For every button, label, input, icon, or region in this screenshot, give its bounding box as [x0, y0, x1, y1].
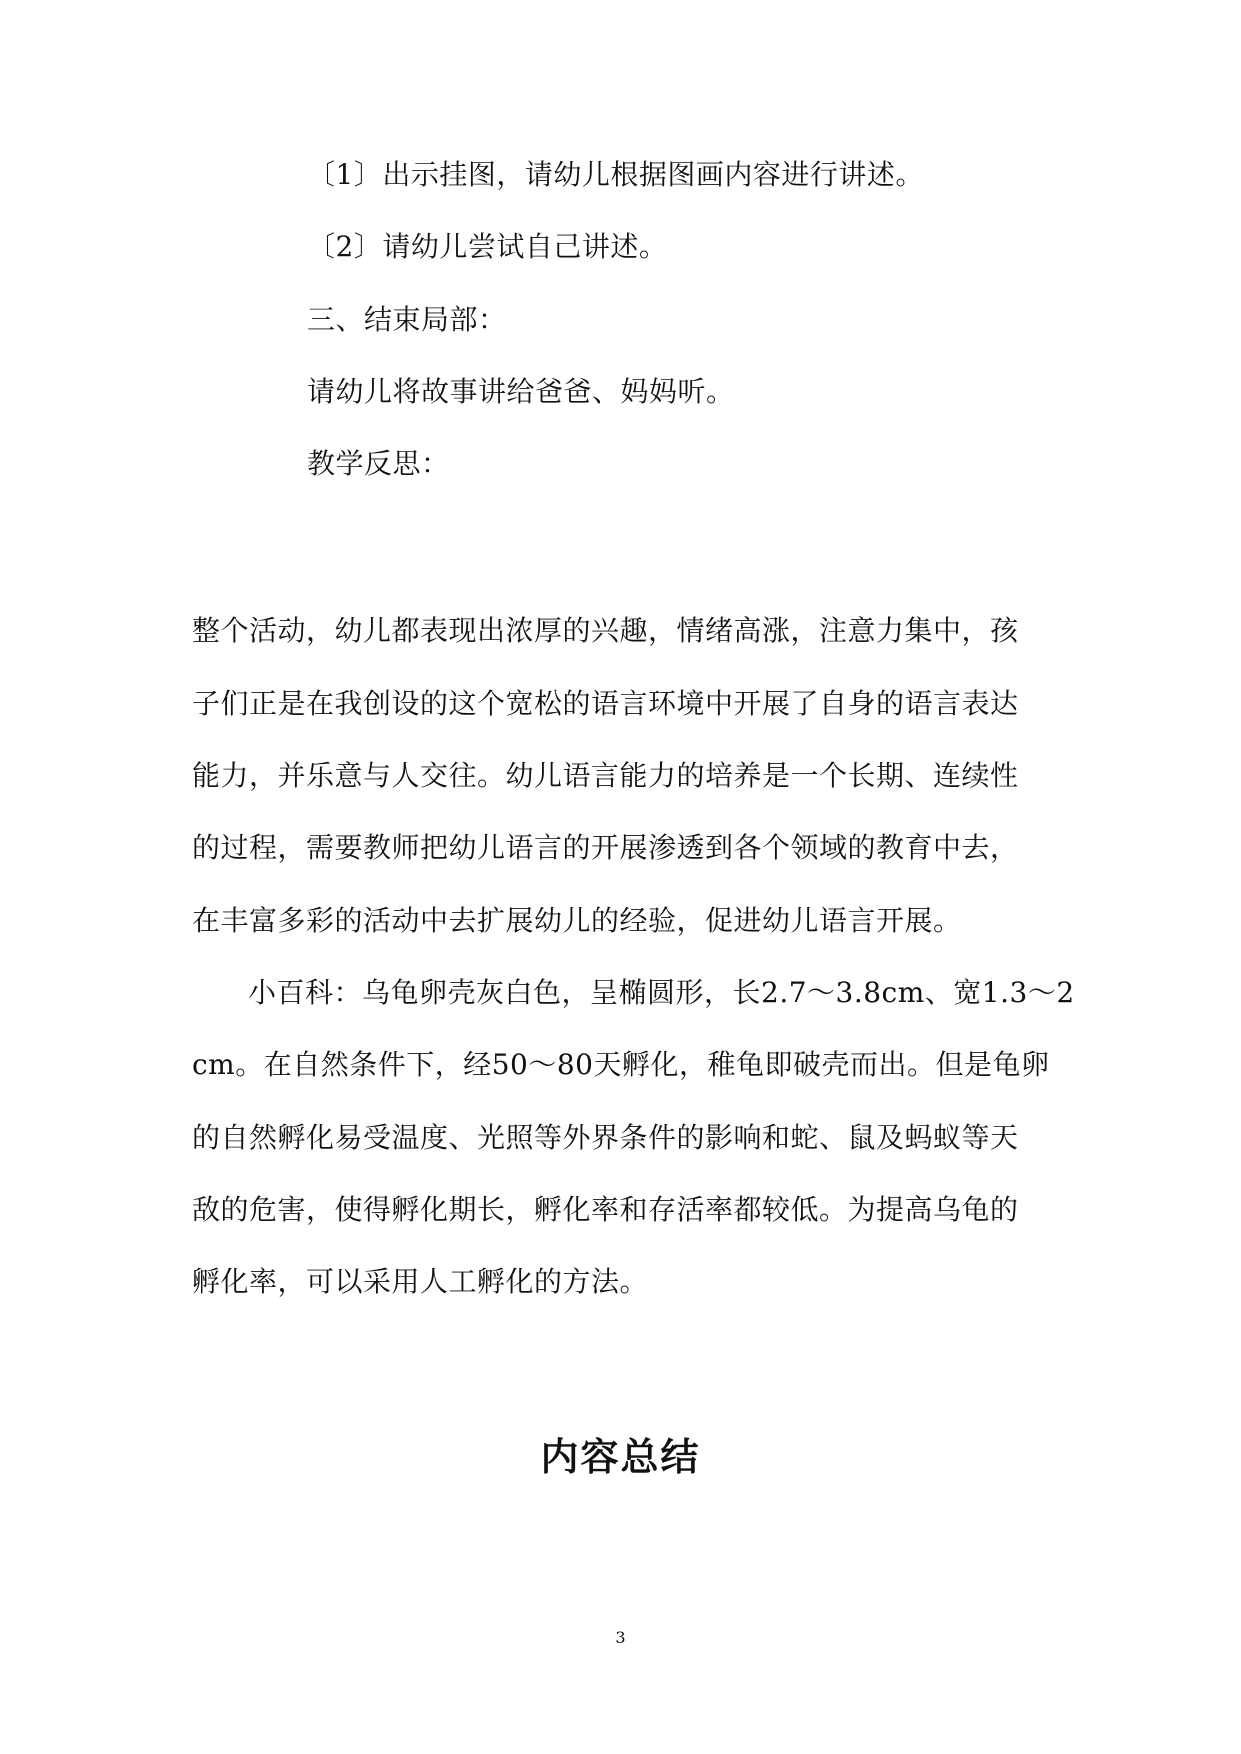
- reflection-line: 整个活动，幼儿都表现出浓厚的兴趣，情绪高涨，注意力集中，孩: [192, 614, 1019, 647]
- page-number: 3: [615, 1628, 626, 1647]
- step-2-text: 〔2〕请幼儿尝试自己讲述。: [307, 230, 668, 263]
- step-1-text: 〔1〕出示挂图，请幼儿根据图画内容进行讲述。: [307, 158, 924, 191]
- encyclopedia-line: 小百科：乌龟卵壳灰白色，呈椭圆形，长2.7～3.8cm、宽1.3～2: [248, 976, 1075, 1009]
- reflection-line: 在丰富多彩的活动中去扩展幼儿的经验，促进幼儿语言开展。: [192, 904, 962, 937]
- encyclopedia-line: 的自然孵化易受温度、光照等外界条件的影响和蛇、鼠及蚂蚁等天: [192, 1121, 1019, 1154]
- reflection-line: 的过程，需要教师把幼儿语言的开展渗透到各个领域的教育中去，: [192, 831, 1019, 864]
- reflection-line: 能力，并乐意与人交往。幼儿语言能力的培养是一个长期、连续性: [192, 759, 1019, 792]
- section-3-title: 三、结束局部：: [307, 303, 507, 336]
- reflection-title: 教学反思：: [307, 447, 450, 480]
- summary-heading: 内容总结: [540, 1435, 701, 1479]
- reflection-line: 子们正是在我创设的这个宽松的语言环境中开展了自身的语言表达: [192, 687, 1019, 720]
- section-3-text: 请幼儿将故事讲给爸爸、妈妈听。: [307, 375, 735, 408]
- encyclopedia-line: cm。在自然条件下，经50～80天孵化，稚龟即破壳而出。但是龟卵: [192, 1048, 1050, 1081]
- encyclopedia-line: 敌的危害，使得孵化期长，孵化率和存活率都较低。为提高乌龟的: [192, 1193, 1019, 1226]
- encyclopedia-line: 孵化率，可以采用人工孵化的方法。: [192, 1265, 649, 1298]
